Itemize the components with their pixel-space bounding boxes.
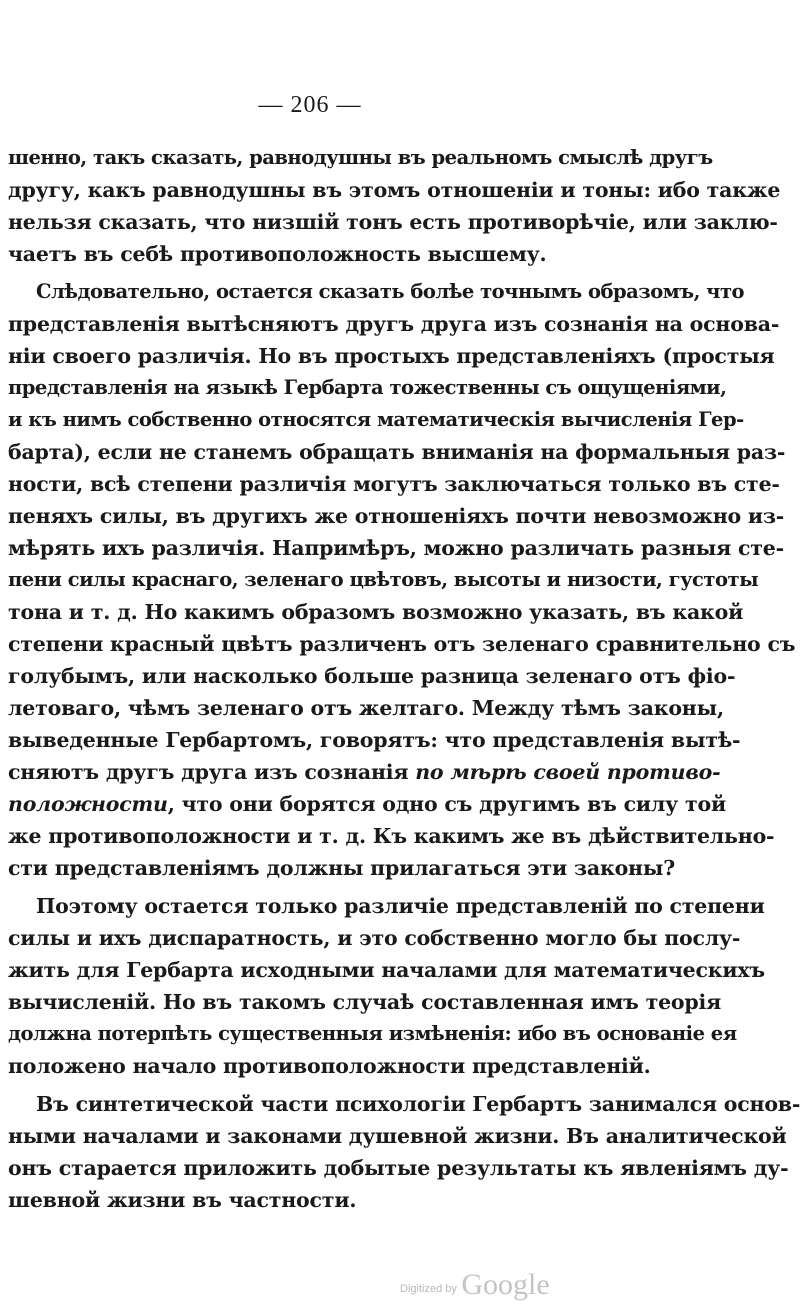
text-line: силы и ихъ диспаратность, и это собственно могло бы послу- [8,926,741,950]
text-line: шенно, такъ сказать, равнодушны въ реальномъ смыслѣ другъ [8,146,713,169]
page-number: — 206 — [258,92,362,118]
text-line: онъ старается приложить добытые результаты къ явленiямъ ду- [8,1156,789,1180]
text-line: вычисленiй. Но въ такомъ случаѣ составленная имъ теорiя [8,990,722,1014]
text-line [8,788,726,820]
text-line: шевной жизни въ частности. [8,1188,357,1212]
text-line: мѣрять ихъ различiя. Напримѣръ, можно различать разныя сте- [8,536,784,560]
text-line [8,756,721,788]
text-line: пеняхъ силы, въ другихъ же отношенiяхъ почти невозможно из- [8,504,785,528]
paragraph-3 [8,890,765,1082]
text-line: Поэтому остается только различiе представленiй по степени [36,894,765,918]
body-text [8,142,800,1216]
text-line: ности, всѣ степени различiя могутъ заключаться только въ сте- [8,472,780,496]
text-line: жить для Гербарта исходными началами для математическихъ [8,958,765,982]
text-line: барта), если не станемъ обращать вниманiя на формальныя раз- [8,440,786,464]
google-logo: Google [461,1268,550,1301]
paragraph-4 [8,1088,800,1216]
text-line: тона и т. д. Но какимъ образомъ возможно указать, въ какой [8,600,744,624]
text-line: же противоположности и т. д. Къ какимъ же въ дѣйствительно- [8,824,775,848]
text-line: сти представленiямъ должны прилагаться эти законы? [8,856,676,880]
text-line: Слѣдовательно, остается сказать болѣе точнымъ образомъ, что [36,280,745,303]
text-line: выведенные Гербартомъ, говорятъ: что представленiя вытѣ- [8,728,741,752]
paragraph-1 [8,142,781,270]
text-line: летоваго, чѣмъ зеленаго отъ желтаго. Между тѣмъ законы, [8,696,724,720]
text-line: представленiя на языкѣ Гербарта тожественны съ ощущенiями, [8,376,727,399]
text-run: сняютъ другъ друга изъ сознанiя [8,760,416,784]
text-line: нiи своего различiя. Но въ простыхъ представленiяхъ (простыя [8,344,775,368]
text-line: должна потерпѣть существенныя измѣненiя: ибо въ основанiе ея [8,1022,737,1045]
text-line: степени красный цвѣтъ различенъ отъ зеленаго сравнительно съ [8,632,796,656]
paragraph-2 [8,276,796,884]
watermark-prefix: Digitized by [400,1283,457,1295]
text-run: , что они борятся одно съ другимъ въ силу той [167,792,726,816]
text-line: ными началами и законами душевной жизни. Въ аналитической [8,1124,787,1148]
emphasis-text: по мѣрѣ своей противо- [415,760,721,784]
text-line: и къ нимъ собственно относятся математическiя вычисленiя Гер- [8,408,744,431]
digitized-watermark [400,1268,550,1302]
text-line: голубымъ, или насколько больше разница зеленаго отъ фiо- [8,664,736,688]
text-line: представленiя вытѣсняютъ другъ друга изъ сознанiя на основа- [8,312,780,336]
text-line: положено начало противоположности представленiй. [8,1054,651,1078]
text-line: другу, какъ равнодушны въ этомъ отношенiи и тоны: ибо также [8,178,781,202]
text-line: чаетъ въ себѣ противоположность высшему. [8,242,547,266]
emphasis-text: положности [8,792,168,816]
text-line: Въ синтетической части психологiи Гербартъ занимался основ- [36,1092,800,1116]
text-line: пени силы краснаго, зеленаго цвѣтовъ, высоты и низости, густоты [8,568,759,591]
text-line: нельзя сказать, что низшiй тонъ есть противорѣчiе, или заклю- [8,210,778,234]
